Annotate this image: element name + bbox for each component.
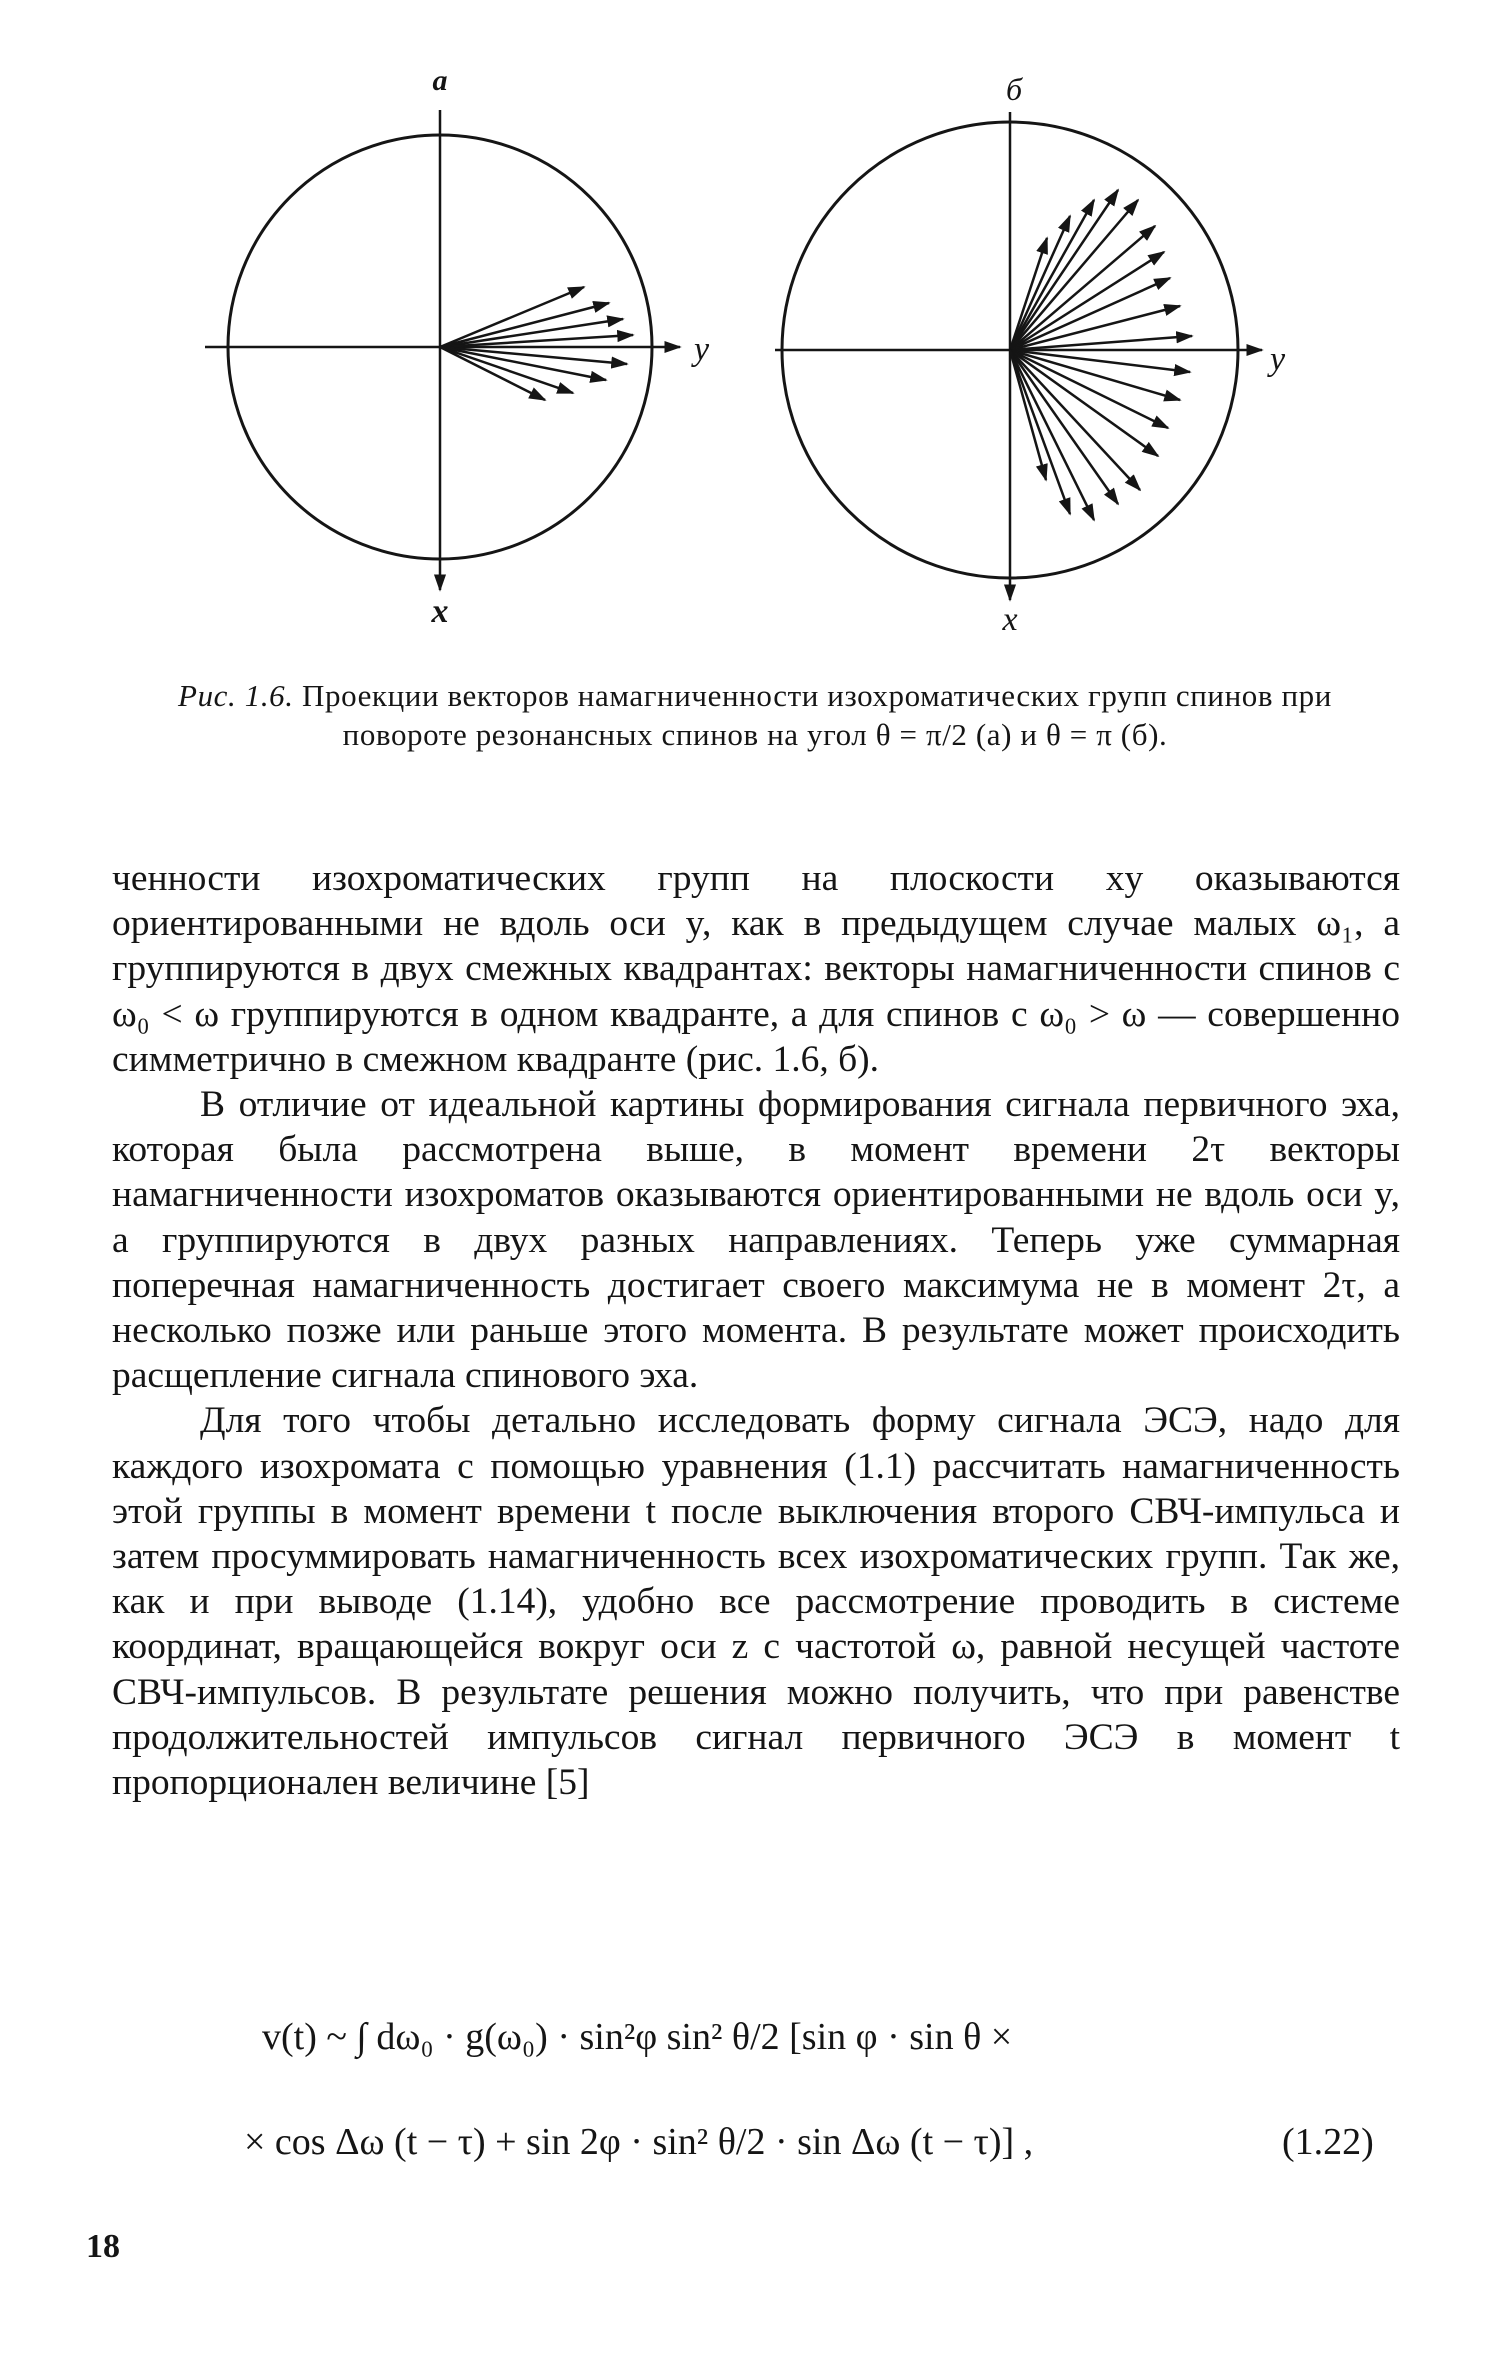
page-number: 18: [86, 2228, 120, 2265]
panel-a-label: а: [432, 64, 448, 97]
panel-b-vectors: [1010, 190, 1192, 520]
body-text: [112, 856, 1400, 1805]
equation-number: (1.22): [1282, 2121, 1374, 2163]
vector: [1010, 200, 1138, 350]
equation-line-1: v(t) ~ ∫ dω₀ · g(ω₀) · sin²φ sin² θ/2 [sin φ · sin θ ×: [262, 2016, 1013, 2058]
panel-b: [775, 71, 1286, 638]
figure-caption: [150, 676, 1360, 754]
caption-text: Проекции векторов намагниченности изохроматических групп спинов при повороте резонансных спинов на угол θ = π/2 (а) и θ = π (б).: [302, 678, 1332, 752]
panel-a-axis-y-label: y: [694, 331, 710, 368]
panel-a: [205, 64, 710, 630]
vector: [1010, 350, 1094, 520]
paragraph-1: ченности изохроматических групп на плоскости xy оказываются ориентированными не вдоль оси y, как в предыдущем случае малых ω₁, а группируются в двух смежных квадрантах: векторы намагниченности спинов с ω₀ < ω группируются в одном квадранте, а для спинов с ω₀ > ω — совершенно симметрично в смежном квадранте (рис. 1.6, б).: [112, 858, 1400, 1080]
panel-b-label: б: [1005, 71, 1023, 107]
panel-b-axis-y-label: y: [1270, 341, 1286, 378]
panel-a-vectors: [440, 287, 633, 400]
figure-1-6: [0, 0, 1512, 660]
paragraph-2: В отличие от идеальной картины формирования сигнала первичного эха, которая была рассмотрена выше, в момент времени 2τ векторы намагниченности изохроматов оказываются ориентированными не вдоль оси y, а группируются в двух разных направлениях. Теперь уже суммарная поперечная намагниченность достигает своего максимума не в момент 2τ, а несколько позже или раньше этого момента. В результате может происходить расщепление сигнала спинового эха.: [112, 1084, 1400, 1397]
equation-line-2: × cos Δω (t − τ) + sin 2φ · sin² θ/2 · sin Δω (t − τ)] ,: [244, 2121, 1034, 2163]
vector: [440, 335, 633, 347]
paragraph-3: Для того чтобы детально исследовать форму сигнала ЭСЭ, надо для каждого изохромата с помощью уравнения (1.1) рассчитать намагниченность этой группы в момент времени t после выключения второго СВЧ-импульса и затем просуммировать намагниченность всех изохроматических групп. Так же, как и при выводе (1.14), удобно все рассмотрение проводить в системе координат, вращающейся вокруг оси z с частотой ω, равной несущей частоте СВЧ-импульсов. В результате решения можно получить, что при равенстве продолжительностей импульсов сигнал первичного ЭСЭ в момент t пропорционален величине [5]: [112, 1400, 1400, 1804]
vector: [440, 287, 584, 347]
vector: [1010, 350, 1118, 504]
caption-label: Рис. 1.6.: [178, 678, 294, 713]
vector: [1010, 200, 1094, 350]
panel-a-axis-x-label: x: [431, 593, 449, 630]
panel-b-axis-x-label: x: [1002, 601, 1018, 638]
